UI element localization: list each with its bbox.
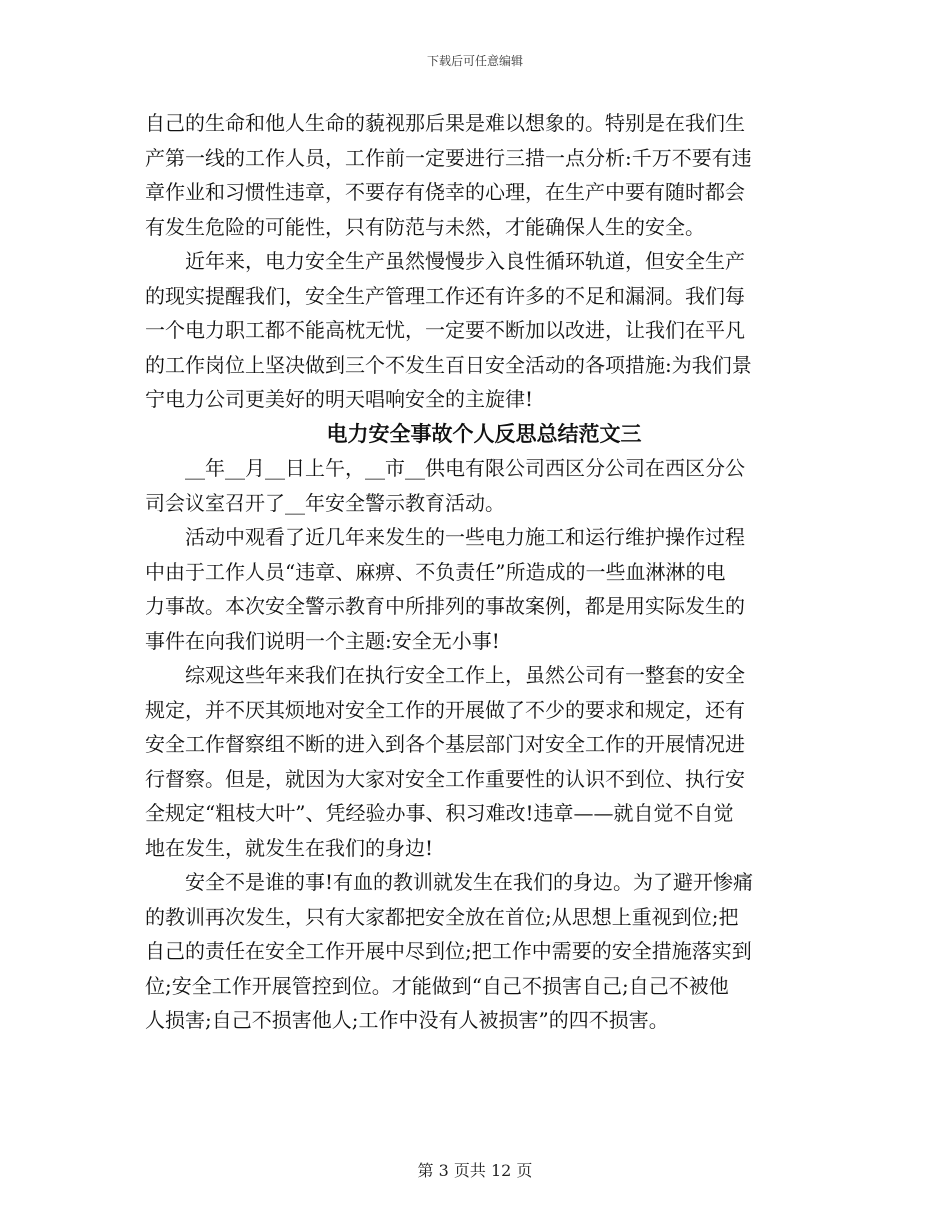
text-line: 地在发生，就发生在我们的身边! [145,835,434,860]
document-body [145,106,807,1038]
text-line: 自己的生命和他人生命的藐视那后果是难以想象的。特别是在我们生 [145,111,745,135]
text-line: 自己的责任在安全工作开展中尽到位;把工作中需要的安全措施落实到 [145,939,752,963]
text-line: 中由于工作人员“违章、麻痹、不负责任”所造成的一些血淋淋的电 [145,559,726,584]
text-line: 安全不是谁的事!有血的教训就发生在我们的身边。为了避开惨痛 [145,870,754,894]
section-title: 电力安全事故个人反思总结范文三 [326,420,642,446]
page-header: 下载后可任意编辑 [426,54,523,68]
page-number: 第 3 页共 12 页 [417,1161,533,1180]
text-line: 力事故。本次安全警示教育中所排列的事故案例，都是用实际发生的 [145,594,745,618]
text-line: 一个电力职工都不能高枕无忧，一定要不断加以改进，让我们在平凡 [145,318,745,342]
text-line: 的工作岗位上坚决做到三个不发生百日安全活动的各项措施:为我们景 [145,352,752,377]
text-line: 规定，并不厌其烦地对安全工作的开展做了不少的要求和规定，还有 [145,697,745,722]
text-line: 人损害;自己不损害他人;工作中没有人被损害”的四不损害。 [145,1008,669,1032]
text-line: 行督察。但是，就因为大家对安全工作重要性的认识不到位、执行安 [145,766,745,791]
text-line: 产第一线的工作人员，工作前一定要进行三措一点分析:千万不要有违 [145,145,752,170]
text-line: 位;安全工作开展管控到位。才能做到“自己不损害自己;自己不被他 [145,973,729,998]
text-line: 宁电力公司更美好的明天唱响安全的主旋律! [145,387,534,411]
text-line: 的现实提醒我们，安全生产管理工作还有许多的不足和漏洞。我们每 [145,283,745,308]
text-line: 的教训再次发生，只有大家都把安全放在首位;从思想上重视到位;把 [145,904,739,929]
text-line: 全规定“粗枝大叶”、凭经验办事、积习难改!违章——就自觉不自觉 [145,801,734,825]
text-line: 安全工作督察组不断的进入到各个基层部门对安全工作的开展情况进 [145,732,745,756]
text-line: 活动中观看了近几年来发生的一些电力施工和运行维护操作过程 [145,525,745,549]
text-line: 综观这些年来我们在执行安全工作上，虽然公司有一整套的安全 [145,663,745,687]
text-line: 事件在向我们说明一个主题:安全无小事! [145,628,500,653]
text-line: __年__月__日上午，__市__供电有限公司西区分公司在西区分公 [145,456,745,480]
text-line: 有发生危险的可能性，只有防范与未然，才能确保人生的安全。 [145,214,705,239]
text-line: 近年来，电力安全生产虽然慢慢步入良性循环轨道，但安全生产 [145,249,745,273]
text-line: 章作业和习惯性违章，不要存有侥幸的心理，在生产中要有随时都会 [145,180,745,204]
text-line: 司会议室召开了__年安全警示教育活动。 [145,490,505,515]
